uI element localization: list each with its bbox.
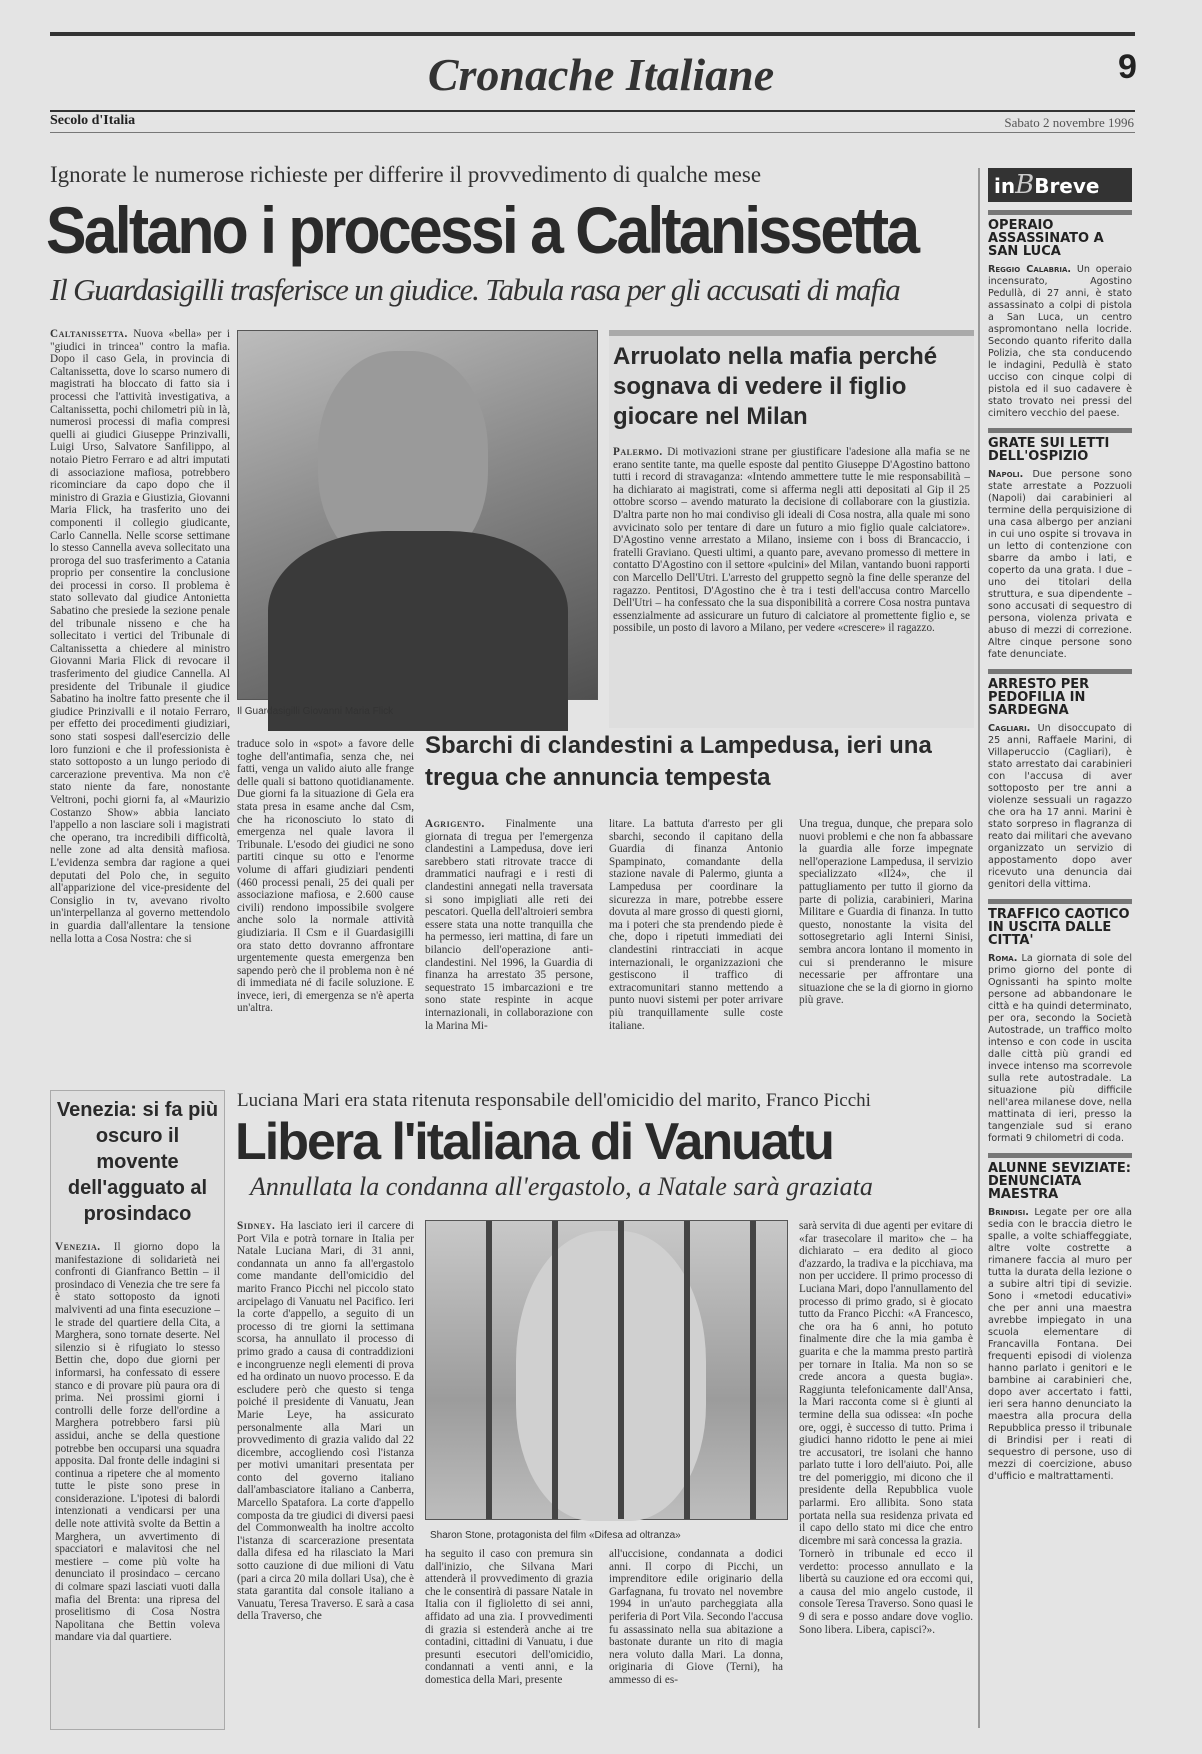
dateline: Palermo.	[613, 446, 663, 458]
dateline: Agrigento.	[425, 818, 485, 830]
brief-item	[988, 899, 1132, 1145]
brief-text: Un operaio incensurato, Agostino Pedullà, di 27 anni, è stato assassinato a colpi di pistola a San Luca, un centro aspromontano nella locride. Secondo quanto riferito dalla Polizia, che sta conducendo le indagini, Pedullà è stato ucciso con cinque colpi di pistola ed il suo cadavere è stato trovato nei pressi del cimitero vecchio del paese.	[988, 264, 1132, 419]
vanuatu-headline: Libera l'italiana di Vanuatu	[235, 1113, 833, 1171]
brief-text: Legate per ore alla sedia con le braccia dietro le spalle, a volte schiaffeggiate, altre volte costrette a rimanere faccia al muro per tutta la durata della lezione o a subire altri tipi di sevizie. Sono i «metodi educativi» che per anni una maestra avrebbe impiegato in una scuola elementare di Francavilla Fontana. Dei frequenti episodi di violenza hanno parlato i genitori e le bambine ai carabinieri che, dopo aver accertato i fatti, ieri sera hanno denunciato la maestra alla procura della Repubblica presso il tribunale di Brindisi per i reati di sequestro di persone, uso di mezzi di coercizione, abuso d'ufficio e maltrattamenti.	[988, 1207, 1132, 1482]
dateline: Venezia.	[55, 1241, 101, 1253]
masthead-rule-2	[50, 132, 1135, 133]
vanuatu-col-2: sarà servita di due agenti per evitare di «far trasecolare il marito» che – ha dichiarato – era dedito al gioco d'azzardo, la tradiva e la picchiava, ma non per uccidere. Il primo processo di Luciana Mari, dopo l'annullamento del processo di primo grado, si è giocato tutto da Franco Picchi: «A Francesco, che ora ha 6 anni, ho potuto finalmente dire che la mia gamba è guarita e che la mamma presto partirà per tornare in Italia. Ma non so se crede ancora a questa bugia». Raggiunta telefonicamente dall'Ansa, la Mari racconta come si è giunti al termine della sua odissea: «In poche ore, oggi, è successo di tutto. Prima i giudici hanno ridotto le pene ai miei tre accusatori, tre isolani che hanno parlato tutte i loro dell'aiuto. Poi, alle tre del pomeriggio, mi dicono che il presidente della Repubblica vuole parlarmi. Ero allibita. Sono stata portata nella sua residenza privata ed il capo dello stato mi dice che entro dicembre mi sarà concessa la grazia.	[799, 1220, 973, 1547]
issue-date: Sabato 2 novembre 1996	[1004, 115, 1134, 130]
vanuatu-col-3: ha seguito il caso con premura sin dall'inizio, che Silvana Mari attenderà il provvedimento di grazia che le consentirà di passare Natale in Italia con il figlioletto di sei anni, affidato ad una zia. I provvedimenti di grazia si estenderà anche ai tre contadini, cittadini di Vanuatu, i due presunti esecutori dell'omicidio, condannati a venti anni, e la domestica della Mari, presente	[425, 1548, 593, 1686]
mafia-headline: Arruolato nella mafia perché sognava di vedere il figlio giocare nel Milan	[613, 343, 938, 430]
lead-subhead: Il Guardasigilli trasferisce un giudice. Tabula rasa per gli accusati di mafia	[50, 272, 900, 307]
top-rule	[50, 32, 1135, 36]
mafia-text: Di motivazioni strane per giustificare l'adesione alla mafia se ne erano sentite tante, ma quelle esposte dal pentito Giuseppe D'Agostino battono tutti i record di stravaganza: «Intendo ammettere tutte le mie responsabilità – ha dichiarato ai magistrati, come si afferma negli atti depositati al Gip il 25 ottobre scorso – avendo maturato la decisione di collaborare con la giustizia. D'altra parte non ho mai condiviso gli ideali di Cosa nostra, alla quale mi sono avvicinato solo per tentare di dare un futuro a mio figlio quale calciatore». D'Agostino venne arrestato a Milano, insieme con i boss di Brancaccio, i fratelli Graviano. Questi ultimi, a quanto pare, avevano promesso di mettere in contatto D'Agostino con il settore «pulcini» del Milan, vantando buoni rapporti con Marcello Dell'Utri. L'arresto del gruppetto segnò la fine delle speranze del ragazzo. Pentitosi, D'Agostino che è tra i testi dell'accusa contro Marcello Dell'Utri – ha confessato che la sua disponibilità a correre Cosa nostra puntava essenzialmente ad assicurare un futuro di calciatore al promettente figlio e, se possibile, un posto di lavoro a Milano, per vedere «crescere» il ragazzo.	[613, 446, 970, 635]
lead-text-2: traduce solo in «spot» a favore delle toghe dell'antimafia, senza che, nei fatti, venga un valido aiuto alle frange delle quali si battono quotidianamente. Due giorni fa la situazione di Gela era stata presa in esame anche dal Csm, che ha riconosciuto lo stato di emergenza nel quale lavora il Tribunale. L'esodo dei giudici ne sono partiti cinque su otto e l'enorme volume di affari giudiziari pendenti (460 processi penali, 25 dei quali per associazione mafiosa, e 2.600 cause civili) rendono impossibile svolgere anche solo la normale attività giudiziaria. Il Csm e il Guardasigilli ora stato detto dovranno affrontare urgentemente questa emergenza ben sapendo però che il problema non è né di immediata né di facile soluzione. E invece, ieri, di emergenza se n'è aperta un'altra.	[237, 738, 414, 1015]
paper-name: Secolo d'Italia	[50, 113, 136, 128]
vanuatu-col-4: all'uccisione, condannata a dodici anni. Il corpo di Picchi, un imprenditore edile originario della Garfagnana, fu trovato nel novembre 1994 in un'auto parcheggiata alla periferia di Port Vila. Secondo l'accusa fu assassinato nella sua abitazione a bastonate durante un rito di magia nera voluto dalla Mari. La donna, originaria di Giove (Terni), ha ammesso di es-	[609, 1548, 783, 1686]
lampedusa-headline: Sbarchi di clandestini a Lampedusa, ieri una tregua che annuncia tempesta	[425, 732, 932, 791]
brief-title: OPERAIO ASSASSINATO A SAN LUCA	[988, 210, 1132, 258]
sidebar-divider	[978, 168, 980, 1728]
label-rest: Breve	[1034, 174, 1100, 198]
brief-item	[988, 1153, 1132, 1483]
brief-text: Un disoccupato di 25 anni, Raffaele Marini, di Villaperuccio (Cagliari), è stato arrestato dai carabinieri con l'accusa di aver sottoposto per tre anni a violenze sessuali un ragazzo che ora ha 17 anni. Marini è stato sorpreso in flagranza di reato dai militari che avevano organizzato un servizio di appostamento dopo aver ricevuto una denuncia dai genitori della vittima.	[988, 723, 1132, 890]
lead-column-2	[237, 738, 414, 1058]
vanuatu-col-5: Tornerò in tribunale ed ecco il verdetto: processo annullato e la libertà su cauzione ed ora eccomi qui, a causa del mio angelo custode, il console Teresa Traverso. Sono quasi le 9 di sera e posso andare dove voglio. Sono libera. Libera, capisci?».	[799, 1548, 973, 1636]
dateline: Caltanissetta.	[50, 328, 128, 340]
masthead-rule	[50, 110, 1135, 112]
prison-bars	[426, 1221, 787, 1519]
brief-title: TRAFFICO CAOTICO IN USCITA DALLE CITTA'	[988, 899, 1132, 947]
vanuatu-col-1	[237, 1220, 414, 1728]
dateline: Reggio Calabria.	[988, 264, 1072, 275]
venezia-article	[50, 1090, 225, 1730]
brief-title: ARRESTO PER PEDOFILIA IN SARDEGNA	[988, 669, 1132, 717]
lead-kicker: Ignorate le numerose richieste per differire il provvedimento di qualche mese	[50, 162, 762, 187]
dateline: Napoli.	[988, 469, 1024, 480]
brief-item	[988, 428, 1132, 661]
brief-item	[988, 669, 1132, 891]
photo-caption: Il Guardasigilli Giovanni Maria Flick	[237, 706, 394, 717]
lead-headline: Saltano i processi a Caltanissetta	[46, 193, 918, 267]
dateline: Sidney.	[237, 1220, 276, 1232]
venezia-headline: Venezia: si fa più oscuro il movente dell'agguato al prosindaco	[56, 1099, 219, 1225]
brief-text: La giornata di sole del primo giorno del ponte di Ognissanti ha spinto molte persone ad abbandonare le città e ha quindi determinato, per ora, secondo la Società Autostrade, un traffico molto intenso e con code in uscita dalle città più grandi ed invece intenso ma scorrevole sulla rete autostradale. La situazione più difficile nell'area milanese dove, nella mattinata di ieri, presso la tangenziale sud si erano formati 9 chilometri di coda.	[988, 953, 1132, 1144]
photo-sharon-stone	[425, 1220, 788, 1520]
dateline: Roma.	[988, 953, 1018, 964]
photo-caption: Sharon Stone, protagonista del film «Difesa ad oltranza»	[430, 1530, 681, 1541]
in-breve-label: inBBreve	[988, 168, 1132, 202]
dateline: Cagliari.	[988, 723, 1031, 734]
lead-text-1: Nuova «bella» per i "giudici in trincea" contro la mafia. Dopo il caso Gela, in provincia di Caltanissetta, dove lo scarso numero di magistrati ha bloccato di fatto sia i processi che l'attività investigativa, a Caltanissetta, pochi chilometri più in là, numerosi processi di mafia compresi quelli ai giudici Giuseppe Prinzivalli, Luigi Urso, Salvatore Sanfilippo, al notaio Pietro Ferraro e ad altri imputati di associazione mafiosa, potrebbero ricominciare da capo dopo che il ministro di Grazia e Giustizia, Giovanni Maria Flick, ha trasferito uno dei componenti il collegio giudicante, Carlo Cannella. Nelle scorse settimane lo stesso Cannella aveva sollecitato una proroga del suo trasferimento a Catania proprio per consentire la conclusione dei processi in corso. Il problema è stato sollevato dal giudice Antonietta Sabatino che presiede la sezione penale del tribunale nisseno e che ha sollecitato i vertici del Tribunale di Caltanissetta a chiedere al ministro Giovanni Maria Flick di revocare il trasferimento del giudice Cannella. Al presidente del Tribunale il giudice Sabatino ha inoltre fatto presente che il giudice Prinzivalli e il notaio Ferraro, per effetto dei procedimenti giudiziari, sono stati sospesi dall'esercizio delle loro funzioni e che il professionista è stato sottoposto a un lungo periodo di carcerazione preventiva. Ma non c'è stato niente da fare, nonostante Veltroni, pochi giorni fa, al «Maurizio Costanzo Show» abbia lanciato l'appello a non lasciare soli i magistrati che operano, tra incredibili difficoltà, nelle zone ad alta densità mafiosa. L'evidenza sembra dar ragione a quei deputati del Polo che, in seguito all'apparizione del vice-presidente del Consiglio in tv, avevano rivolto un'interpellanza al governo mettendolo in guardia dall'allentare la tensione nella lotta a Cosa Nostra: che si	[50, 328, 231, 945]
brief-text: Due persone sono state arrestate a Pozzuoli (Napoli) dai carabinieri al termine della perquisizione di una casa albergo per anziani in cui uno ospite si trovava in un letto di contenzione con sbarre da ambo i lati, e coperto da una grata. I due – uno dei titolari della struttura, e sua dipendente – sono accusati di sequestro di persona, violenza privata e abuso di mezzi di correzione. Altre cinque persone sono fate denunciate.	[988, 469, 1132, 660]
venezia-text: Il giorno dopo la manifestazione di solidarietà nei confronti di Gianfranco Bettin – il prosindaco di Venezia che tre sere fa è stato sottoposto da ignoti malviventi ad una finta esecuzione – le strade del quartiere della Cita, a Marghera, sono tornate deserte. Nel silenzio si è rifugiato lo stesso Bettin che, dopo due giorni per informarsi, ha confessato di essere stanco e di provare più paura ora di prima. Nei prossimi giorni i controlli delle forze dell'ordine a Marghera potrebbero farsi più assidui, anche se della questione potrebbe ben occuparsi una squadra apposita. Dal fronte delle indagini si continua a ripetere che al momento tutte le piste sono prese in considerazione. L'ipotesi di balordi intenzionati a vendicarsi per una delle note attività svolte da Bettin a Marghera, un avvertimento di spacciatori e malavitosi che nel mestiere – come più volte ha denunciato il prosindaco – cercano di colmare spazi lasciati vuoti dalla mafia del Brenta: una ripresa del proselitismo di Cosa Nostra Napolitana che Bettin voleva mandare via dal quartiere.	[55, 1241, 220, 1644]
vanuatu-kicker: Luciana Mari era stata ritenuta responsabile dell'omicidio del marito, Franco Picchi	[237, 1090, 871, 1111]
lampedusa-text-1: Finalmente una giornata di tregua per l'emergenza clandestini a Lampedusa, dove ieri sarebbero stati ritrovate tracce di drammatici naufragi e i resti di clandestini annegati nella traversata si sono impigliati alle reti dei pescatori. Quella dell'altroieri sembra essere stata una notte tranquilla che ha permesso, ieri mattina, di fare un bilancio dell'operazione anti-clandestini. Nel 1996, la Guardia di finanza ha arrestato 35 persone, sequestrato 15 imbarcazioni e tre sono state respinte in acque internazionali, in collaborazione con la Marina Mi-	[425, 818, 593, 1032]
mafia-milan-article	[609, 330, 974, 728]
photo-flick	[237, 330, 598, 700]
in-breve-sidebar	[988, 168, 1132, 1728]
section-title: Cronache Italiane	[427, 49, 775, 100]
brief-item	[988, 210, 1132, 420]
dateline: Brindisi.	[988, 1207, 1029, 1218]
lampedusa-col-2: litare. La battuta d'arresto per gli sbarchi, secondo il capitano della Guardia di finanza Antonio Spampinato, comandante della stazione navale di Palermo, giunta a Lampedusa per coordinare la sicurezza in mare, potrebbe essere dovuta al mare grosso di questi giorni, ma i poteri che sta prendendo piede è che, dopo i ripetuti immediati dei clandestini rintracciati in acque internazionali, le organizzazioni che gestiscono il traffico di extracomunitari stanno mettendo a punto nuovi sistemi per poter arrivare più tranquillamente sulle coste italiane.	[609, 818, 783, 1032]
page-number: 9	[1118, 48, 1137, 86]
brief-title: ALUNNE SEVIZIATE: DENUNCIATA MAESTRA	[988, 1153, 1132, 1201]
lampedusa-col-3: Una tregua, dunque, che prepara solo nuovi problemi e che non fa abbassare la guardia alle forze impegnate nell'operazione Lampedusa, il servizio specializzato «Il24», che il pattugliamento per tutto il giorno da parte di polizia, carabinieri, Marina Militare e Guardia di finanza. In tutto questo, nonostante la visita del sottosegretario agli Interni Sinisi, sembra ancora lontano il momento in cui si prenderanno le misure necessarie per affrontare una situazione che se la di giorno in giorno più grave.	[799, 818, 973, 1007]
brief-title: GRATE SUI LETTI DELL'OSPIZIO	[988, 428, 1132, 463]
label-in: in	[994, 174, 1016, 198]
portrait-body	[268, 531, 568, 731]
vanuatu-text-1: Ha lasciato ieri il carcere di Port Vila e potrà tornare in Italia per Natale Luciana Mari, di 31 anni, condannata un anno fa all'ergastolo come mandante dell'omicidio del marito Franco Picchi nel piccolo stato arcipelago di Vanuatu nel Pacifico. Ieri la corte d'appello, a seguito di un processo di tre giorni la settimana scorsa, ha annullato il processo di primo grado a causa di contraddizioni e incongruenze negli elementi di prova ed ha ordinato un nuovo processo. E da escludere però che questo si tenga poiché il presidente di Vanuatu, Jean Marie Leye, ha assicurato personalmente alla Mari un provvedimento di grazia valido dal 22 dicembre, accogliendo così l'istanza per motivi umanitari presentata per conto del governo italiano dall'ambasciatore italiano a Canberra, Marcello Spatafora. La corte d'appello composta da tre giudici di diversi paesi del Commonwealth ha inoltre accolto l'istanza di scarcerazione presentata dalla difesa ed ha rilasciato la Mari sotto cauzione di due milioni di Vatu (pari a circa 20 mila dollari Usa), che è stata garantita dal console italiano a Vanuatu, Teresa Traverso. E sarà a casa della Traverso, che	[237, 1220, 415, 1623]
lampedusa-col-1	[425, 818, 593, 1058]
lead-column-1	[50, 328, 230, 1073]
vanuatu-subhead: Annullata la condanna all'ergastolo, a Natale sarà graziata	[250, 1172, 873, 1201]
